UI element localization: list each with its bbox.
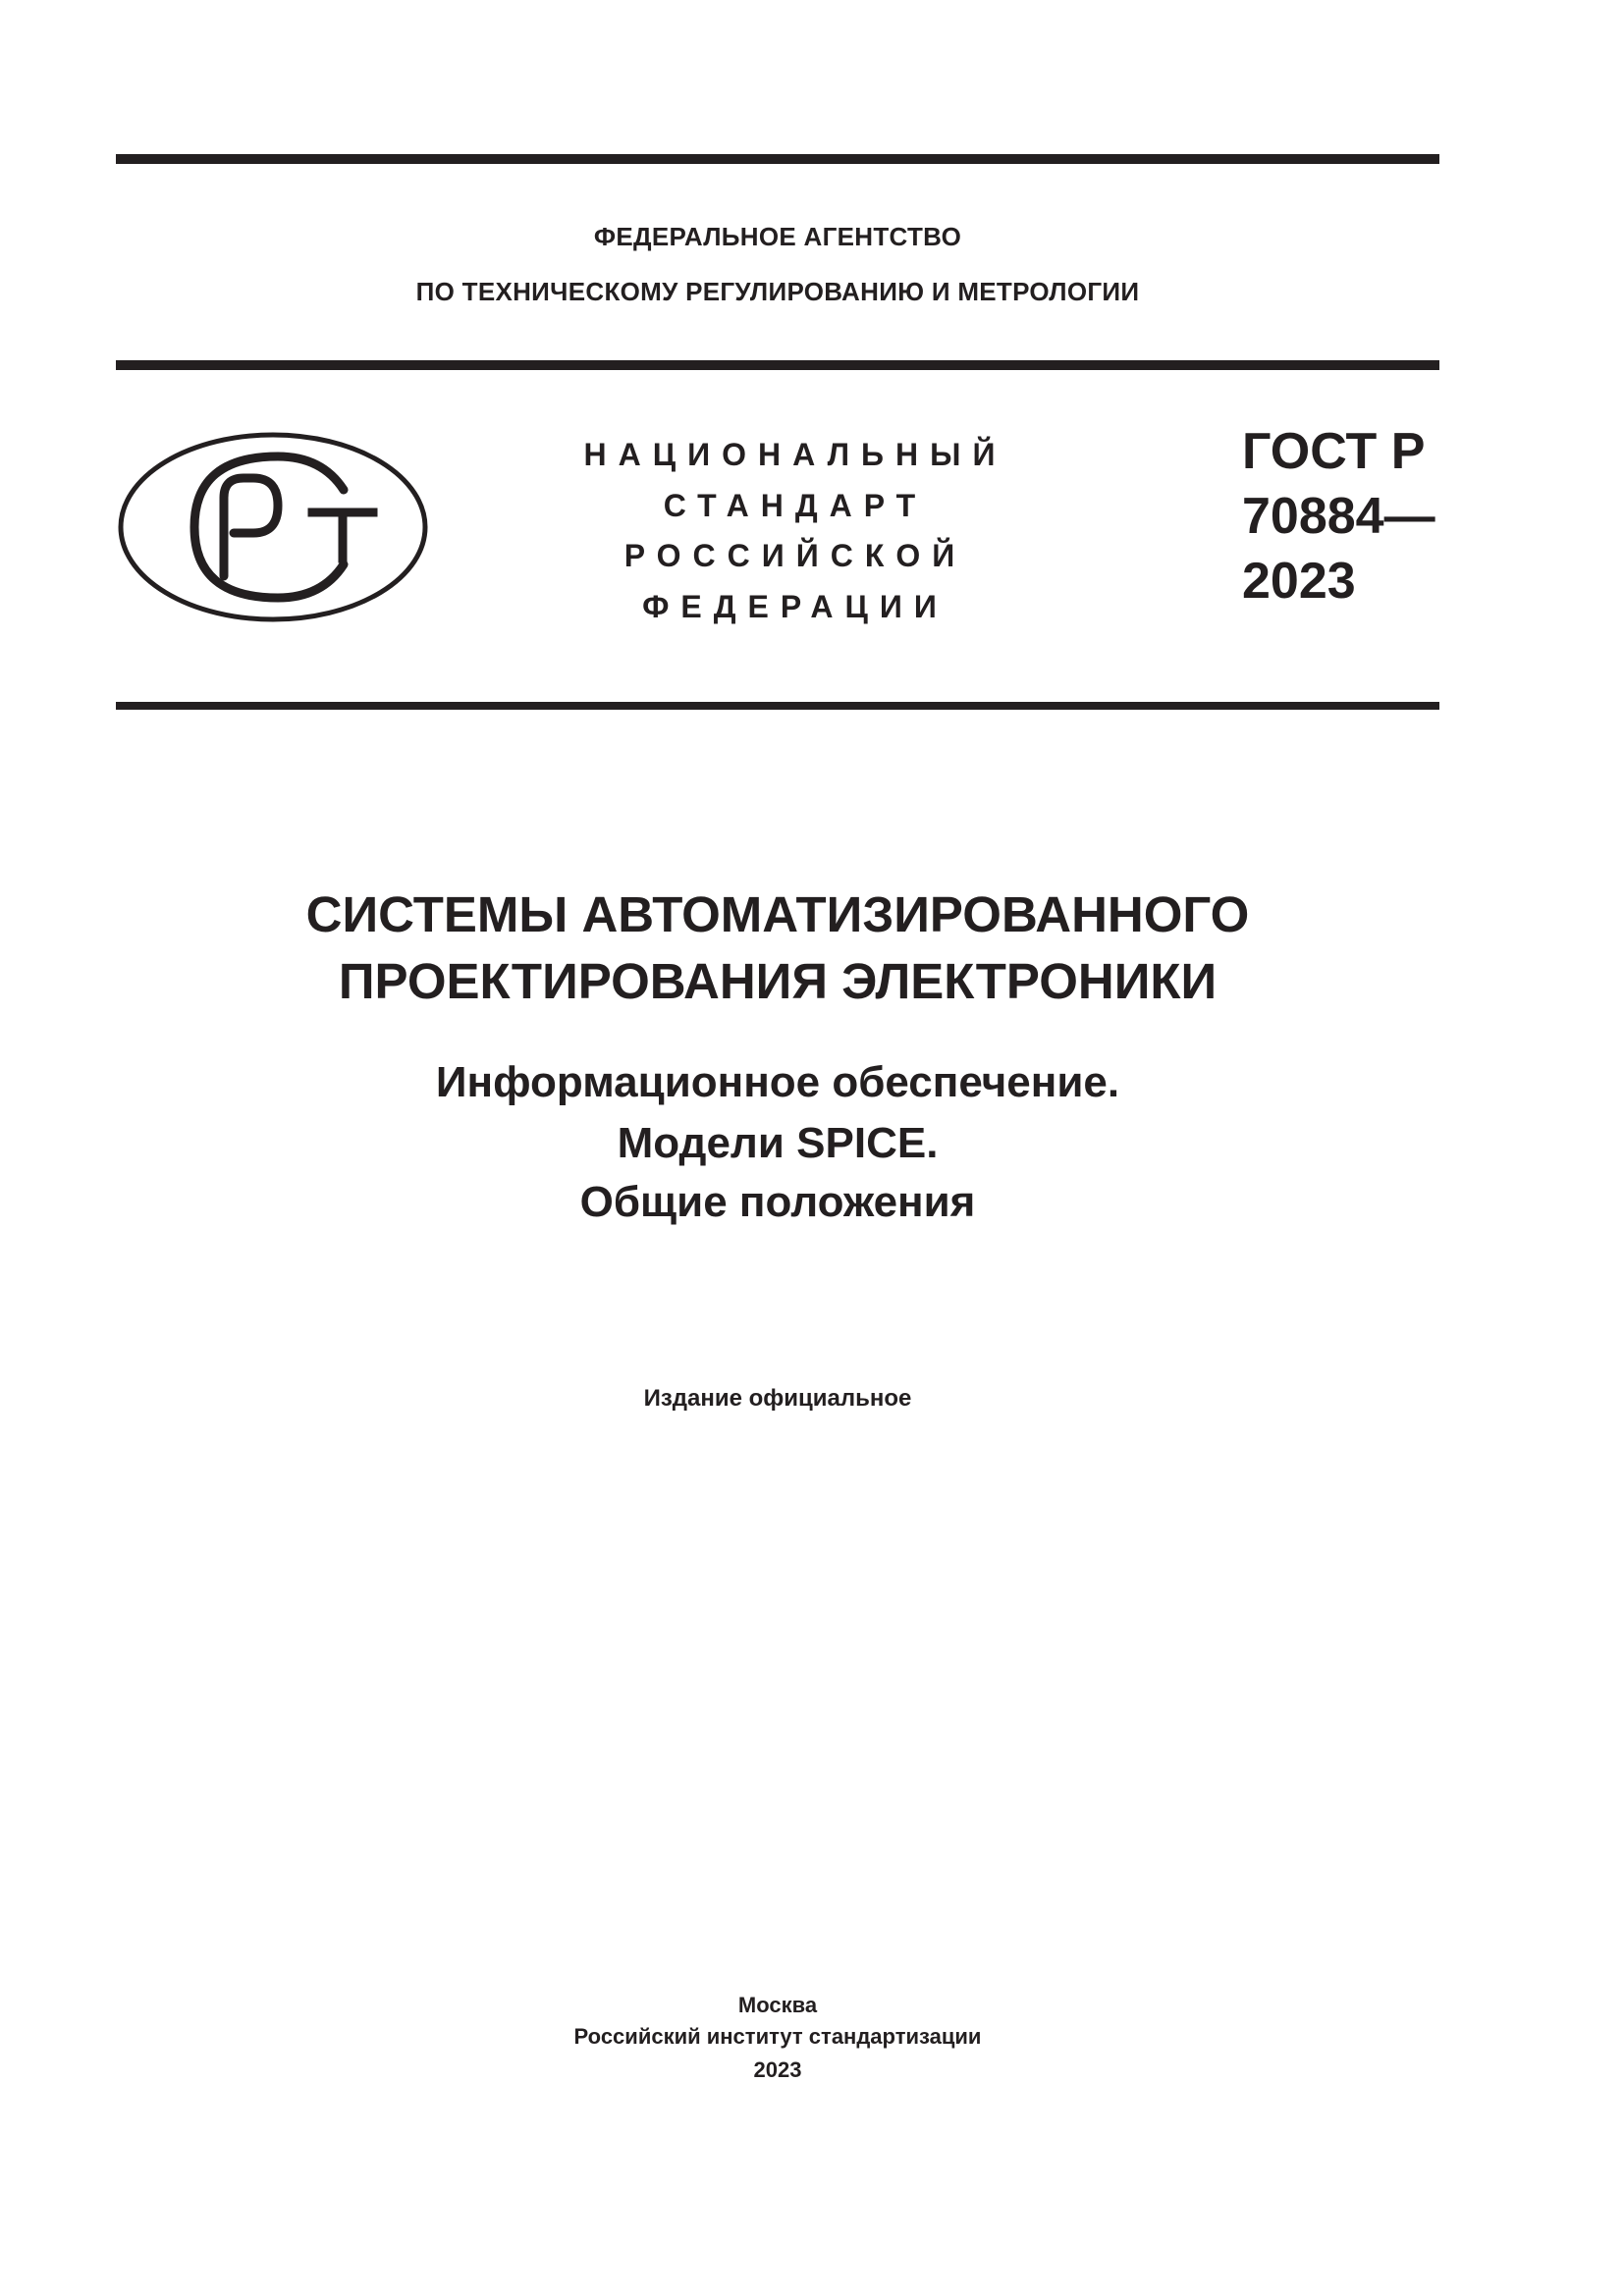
standard-type-line-2: СТАНДАРТ (663, 488, 928, 523)
standard-type-line-4: ФЕДЕРАЦИИ (642, 589, 948, 624)
rst-certification-mark-icon (116, 429, 430, 625)
document-title-line-1: СИСТЕМЫ АВТОМАТИЗИРОВАННОГО (305, 886, 1250, 942)
bottom-rule (116, 702, 1439, 710)
agency-name-line-1: ФЕДЕРАЛЬНОЕ АГЕНТСТВО (593, 222, 962, 251)
document-subtitle-line-1: Информационное обеспечение. (435, 1058, 1120, 1106)
edition-note: Издание официальное (643, 1385, 912, 1412)
publisher-organization: Российский институт стандартизации (573, 2024, 982, 2049)
document-subtitle-line-2: Модели SPICE. (617, 1119, 939, 1167)
standard-number (1242, 419, 1448, 614)
publication-year: 2023 (753, 2057, 802, 2082)
standard-number-line-1: ГОСТ Р (1242, 423, 1426, 480)
agency-name-line-2: ПО ТЕХНИЧЕСКОМУ РЕГУЛИРОВАНИЮ И МЕТРОЛОГИИ (415, 277, 1140, 306)
top-rule (116, 154, 1439, 164)
standard-number-line-2: 70884— (1242, 488, 1435, 545)
document-title-line-2: ПРОЕКТИРОВАНИЯ ЭЛЕКТРОНИКИ (338, 953, 1218, 1009)
middle-rule (116, 360, 1439, 370)
standard-type-line-1: НАЦИОНАЛЬНЫЙ (583, 437, 1007, 472)
document-subtitle-line-3: Общие положения (579, 1178, 976, 1226)
publisher-city: Москва (737, 1993, 818, 2017)
standard-type-line-3: РОССИЙСКОЙ (623, 538, 967, 573)
standard-number-line-3: 2023 (1242, 553, 1356, 610)
